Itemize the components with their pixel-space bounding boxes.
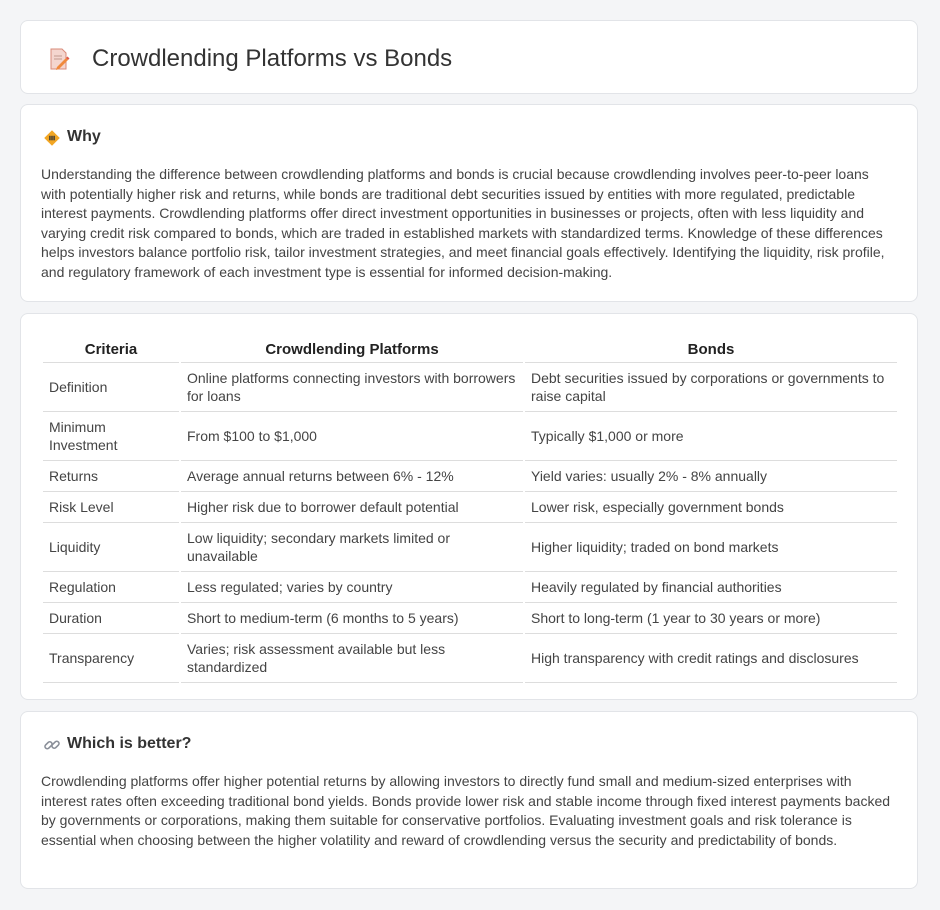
better-text: Crowdlending platforms offer higher potential returns by allowing investors to directly fund small and medium-sized enterprises with interest rates often exceeding traditional bond yields. Bonds provide lower risk and stable income through fixed interest payments backed by governments or corporations, making them suitable for conservative portfolios. Evaluating investment goals and risk tolerance is essential when choosing between the higher volatility and reward of crowdlending versus the security and predictability of bonds. [41, 773, 891, 848]
crowdlending-cell: Short to medium-term (6 months to 5 years) [181, 603, 523, 634]
bonds-cell: Heavily regulated by financial authorities [525, 572, 897, 603]
comparison-section [20, 313, 918, 700]
document-pencil-icon [48, 47, 70, 71]
crowdlending-cell: Average annual returns between 6% - 12% [181, 461, 523, 492]
crowdlending-cell: Less regulated; varies by country [181, 572, 523, 603]
link-icon [43, 736, 61, 754]
table-row [43, 634, 897, 683]
criteria-cell: Regulation [43, 572, 179, 603]
criteria-cell: Liquidity [43, 523, 179, 572]
criteria-cell: Returns [43, 461, 179, 492]
crowdlending-cell: Low liquidity; secondary markets limited or unavailable [181, 523, 523, 572]
bonds-cell: Yield varies: usually 2% - 8% annually [525, 461, 897, 492]
header-card [20, 20, 918, 94]
crowdlending-cell: Higher risk due to borrower default potential [181, 492, 523, 523]
table-row [43, 492, 897, 523]
criteria-cell: Transparency [43, 634, 179, 683]
column-header-crowdlending: Crowdlending Platforms [181, 336, 523, 363]
bonds-cell: Typically $1,000 or more [525, 412, 897, 461]
column-header-bonds: Bonds [525, 336, 897, 363]
table-row [43, 523, 897, 572]
better-title: Which is better? [67, 735, 192, 752]
bonds-cell: Debt securities issued by corporations or governments to raise capital [525, 363, 897, 412]
crowdlending-cell: Varies; risk assessment available but less standardized [181, 634, 523, 683]
which-is-better-section [20, 711, 918, 889]
table-row [43, 363, 897, 412]
bonds-cell: Lower risk, especially government bonds [525, 492, 897, 523]
table-header-row [43, 336, 897, 363]
crowdlending-cell: From $100 to $1,000 [181, 412, 523, 461]
criteria-cell: Definition [43, 363, 179, 412]
comparison-table [41, 336, 899, 683]
criteria-cell: Risk Level [43, 492, 179, 523]
table-row [43, 572, 897, 603]
bonds-cell: Short to long-term (1 year to 30 years or more) [525, 603, 897, 634]
warning-sign-icon [43, 129, 61, 147]
table-row [43, 603, 897, 634]
why-section [20, 104, 918, 302]
why-text: Understanding the difference between crowdlending platforms and bonds is crucial because crowdlending involves peer-to-peer loans with potentially higher risk and returns, while bonds are traditional debt securities issued by entities with more regulated, predictable interest payments. Crowdlending platforms offer direct investment opportunities in businesses or projects, often with less liquidity and varying credit risk compared to bonds, which are traded in established markets with standardized terms. Knowledge of these differences helps investors balance portfolio risk, tailor investment strategies, and meet financial goals effectively. Identifying the liquidity, risk profile, and regulatory framework of each investment type is essential for informed decision-making. [41, 166, 885, 280]
bonds-cell: High transparency with credit ratings and disclosures [525, 634, 897, 683]
why-title: Why [67, 128, 101, 145]
page-title: Crowdlending Platforms vs Bonds [92, 45, 453, 72]
bonds-cell: Higher liquidity; traded on bond markets [525, 523, 897, 572]
criteria-cell: Minimum Investment [43, 412, 179, 461]
table-row [43, 461, 897, 492]
crowdlending-cell: Online platforms connecting investors with borrowers for loans [181, 363, 523, 412]
criteria-cell: Duration [43, 603, 179, 634]
table-row [43, 412, 897, 461]
column-header-criteria: Criteria [43, 336, 179, 363]
